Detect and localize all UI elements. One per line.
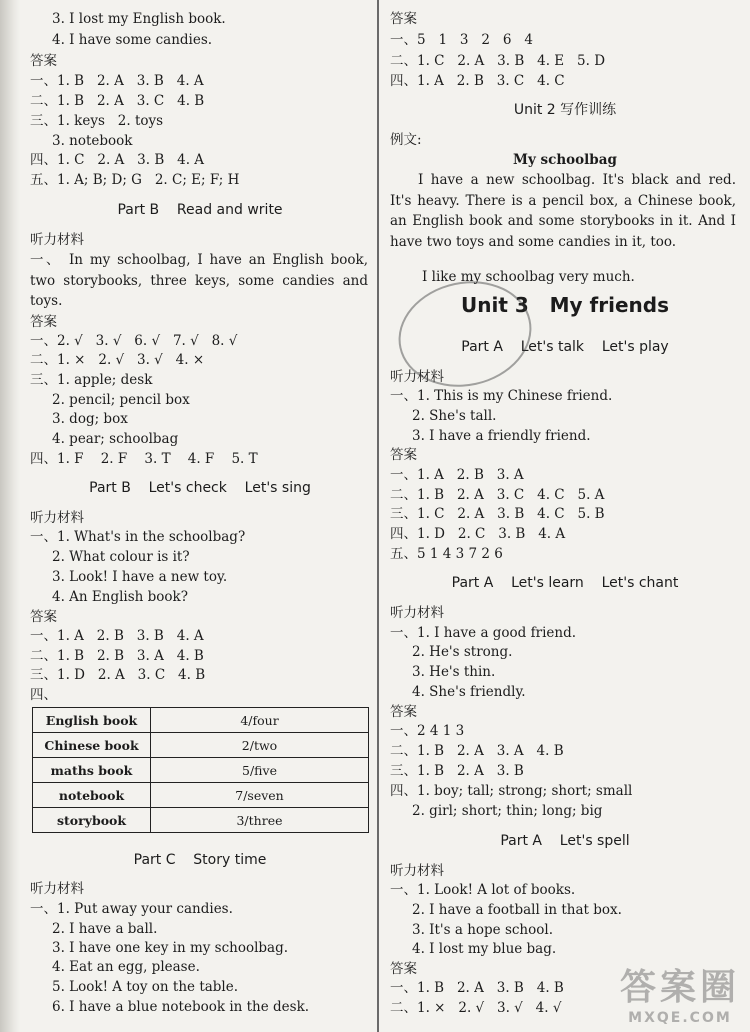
answer-line: 一、2. √ 3. √ 6. √ 7. √ 8. √ [30,333,238,349]
essay-closing: I like my schoolbag very much. [422,269,635,285]
answer-line: 二、1. B 2. A 3. C 4. B [30,93,205,109]
book-spine-shadow [0,0,20,1032]
essay-title: My schoolbag [513,152,617,168]
listening-line: 2. He's strong. [412,644,513,660]
section-heading: Part C Story time [133,852,267,868]
table-cell-item: storybook [33,808,151,833]
listening-line: 3. He's thin. [412,664,496,680]
table-cell-item: Chinese book [33,733,151,758]
answer-line: 一、1. B 2. A 3. B 4. A [30,73,204,89]
answer-line: 4. pear; schoolbag [52,431,179,447]
table-cell-count: 7/seven [151,783,369,808]
answer-label: 答案 [390,11,417,27]
section-heading: Part B Let's check Let's sing [89,480,311,496]
answer-label: 答案 [390,704,417,720]
listening-line: 2. She's tall. [412,408,497,424]
listening-line: 一、1. This is my Chinese friend. [390,388,613,404]
listening-line: 一、1. Look! A lot of books. [390,882,576,898]
watermark-logo [620,959,740,1026]
section-heading: Part A Let's learn Let's chant [451,575,679,591]
answer-line: 一、1. B 2. A 3. B 4. B [390,980,564,996]
listening-label: 听力材料 [390,605,444,621]
answer-line: 三、1. apple; desk [30,372,153,388]
listening-line: 3. It's a hope school. [412,922,553,938]
listening-line: 4. She's friendly. [412,684,526,700]
listening-label: 听力材料 [390,369,444,385]
column-divider [377,0,379,1032]
answer-label: 答案 [30,53,57,69]
listening-label: 听力材料 [30,510,84,526]
table-cell-item: maths book [33,758,151,783]
listening-line: 3. I have a friendly friend. [412,428,591,444]
answer-line: 四、1. boy; tall; strong; short; small [390,783,633,799]
answer-line: 二、1. B 2. A 3. A 4. B [390,743,564,759]
table-cell-count: 2/two [151,733,369,758]
table-cell-count: 5/five [151,758,369,783]
example-label: 例文: [390,132,422,148]
listening-line: 3. Look! I have a new toy. [52,569,228,585]
table-cell-item: notebook [33,783,151,808]
section-heading: Part A Let's talk Let's play [461,339,669,355]
listening-line: 6. I have a blue notebook in the desk. [52,999,310,1015]
answer-line: 五、1. A; B; D; G 2. C; E; F; H [30,172,240,188]
answer-line: 三、1. B 2. A 3. B [390,763,524,779]
watermark-text: 答案圈 [619,967,740,1008]
listening-label: 听力材料 [390,863,444,879]
answer-line: 3. dog; box [52,411,128,427]
answer-label: 答案 [30,609,57,625]
answer-line: 四、 [30,687,57,703]
listening-line: 2. I have a ball. [52,921,158,937]
listening-line: 2. What colour is it? [52,549,190,565]
section-heading: Unit 2 写作训练 [513,102,617,118]
answer-line: 四、1. A 2. B 3. C 4. C [390,73,565,89]
listening-line: 2. I have a football in that box. [412,902,622,918]
answer-line: 二、1. B 2. A 3. C 4. C 5. A [390,487,605,503]
listening-line: 一、1. Put away your candies. [30,901,233,917]
table-cell-count: 4/four [151,708,369,733]
listening-line: 一、1. I have a good friend. [390,625,577,641]
answer-line: 四、1. F 2. F 3. T 4. F 5. T [30,451,258,467]
answer-line: 2. pencil; pencil box [52,392,190,408]
listening-label: 听力材料 [30,232,84,248]
book-count-table [32,707,369,833]
listening-line: 3. I have one key in my schoolbag. [52,940,289,956]
section-heading: Part A Let's spell [500,833,630,849]
listening-line: 4. An English book? [52,589,188,605]
listening-line: 5. Look! A toy on the table. [52,979,239,995]
answer-line: 二、1. B 2. B 3. A 4. B [30,648,204,664]
answer-line: 一、1. A 2. B 3. B 4. A [30,628,204,644]
table-row [33,708,369,733]
table-row [33,758,369,783]
answer-line: 二、1. C 2. A 3. B 4. E 5. D [390,53,606,69]
table-row [33,783,369,808]
answer-line: 三、1. keys 2. toys [30,113,164,129]
listening-label: 听力材料 [30,881,84,897]
listening-line: 一、1. What's in the schoolbag? [30,529,246,545]
listening-line: 4. I lost my blue bag. [412,941,557,957]
answer-line: 四、1. C 2. A 3. B 4. A [30,152,205,168]
table-cell-item: English book [33,708,151,733]
answer-line: 一、1. A 2. B 3. A [390,467,524,483]
answer-line: 一、5 1 3 2 6 4 [390,32,533,48]
answer-line: 五、5 1 4 3 7 2 6 [390,546,503,562]
answer-line: 一、2 4 1 3 [390,723,465,739]
answer-line: 2. girl; short; thin; long; big [412,803,603,819]
answer-label: 答案 [390,961,417,977]
answer-line: 二、1. × 2. √ 3. √ 4. × [30,352,205,368]
section-heading: Part B Read and write [117,202,283,218]
listening-line: 4. Eat an egg, please. [52,959,200,975]
table-cell-count: 3/three [151,808,369,833]
line: 4. I have some candies. [52,32,213,48]
table-row [33,808,369,833]
answer-line: 3. notebook [52,133,133,149]
answer-label: 答案 [390,447,417,463]
line: 3. I lost my English book. [52,11,226,27]
listening-passage: 一、 In my schoolbag, I have an English book, two storybooks, three keys, some candies and toys. [30,252,368,309]
answer-label: 答案 [30,314,57,330]
answer-line: 四、1. D 2. C 3. B 4. A [390,526,566,542]
essay-body: I have a new schoolbag. It's black and red. It's heavy. There is a pencil box, a Chinese book, an English book and some storybooks in it. And I have two toys and some candies in it, too. [390,172,736,250]
unit-heading: Unit 3 My friends [460,293,669,317]
answer-line: 二、1. × 2. √ 3. √ 4. √ [390,1000,562,1016]
answer-line: 三、1. D 2. A 3. C 4. B [30,667,206,683]
table-row [33,733,369,758]
watermark-url: MXQE.COM [628,1010,732,1026]
answer-line: 三、1. C 2. A 3. B 4. C 5. B [390,506,605,522]
